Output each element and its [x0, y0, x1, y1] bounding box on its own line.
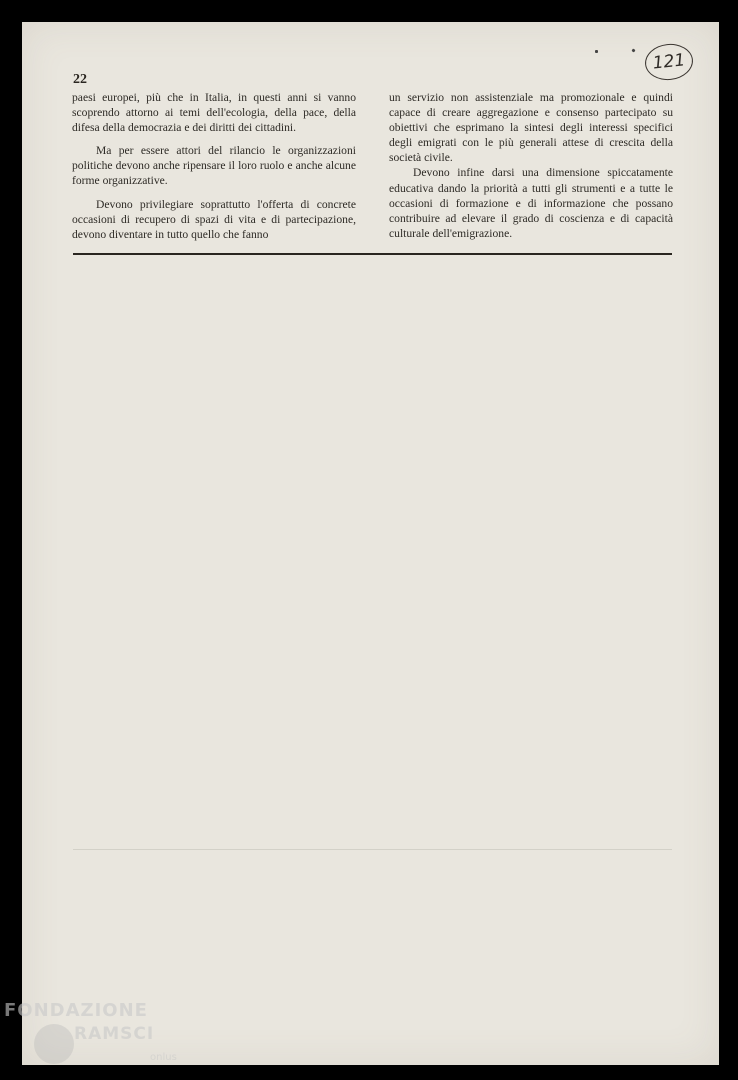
watermark-text: onlus — [150, 1052, 177, 1063]
paragraph: un servizio non assistenziale ma promozionale e quindi capace di creare aggregazione e consenso partecipato su obiettivi che esprimano la sintesi degli interessi specifici degli emigrati con le più generali attese di crescita della società civile. — [389, 91, 673, 165]
document-page — [22, 22, 719, 1065]
archive-number-mark: 121 — [643, 42, 695, 83]
paragraph: Devono infine darsi una dimensione spiccatamente educativa dando la priorità a tutti gli strumenti e a tutte le occasioni di formazione e di informazione che possano contribuire ad elevare il grado di coscienza e di capacità culturale dell'emigrazione. — [389, 166, 673, 240]
text-column-right — [389, 90, 673, 249]
paragraph: Ma per essere attori del rilancio le organizzazioni politiche devono anche ripensare il loro ruolo e anche alcune forme organizzative. — [72, 144, 356, 188]
archive-watermark-logo — [4, 1000, 194, 1080]
show-through-rule — [73, 849, 672, 850]
text-column-left — [72, 90, 356, 250]
stray-ink-mark — [595, 50, 598, 53]
watermark-text: FONDAZIONE — [4, 1000, 148, 1021]
watermark-g-icon — [34, 1024, 74, 1064]
watermark-text: RAMSCI — [74, 1024, 155, 1044]
horizontal-rule — [73, 253, 672, 255]
paragraph: Devono privilegiare soprattutto l'offerta di concrete occasioni di recupero di spazi di vita e di partecipazione, devono diventare in tutto quello che fanno — [72, 197, 356, 241]
page-number: 22 — [73, 72, 87, 87]
paragraph: paesi europei, più che in Italia, in questi anni si vanno scoprendo attorno ai temi dell'ecologia, della pace, della difesa della democrazia e dei diritti dei cittadini. — [72, 91, 356, 135]
stray-ink-mark — [631, 48, 635, 52]
